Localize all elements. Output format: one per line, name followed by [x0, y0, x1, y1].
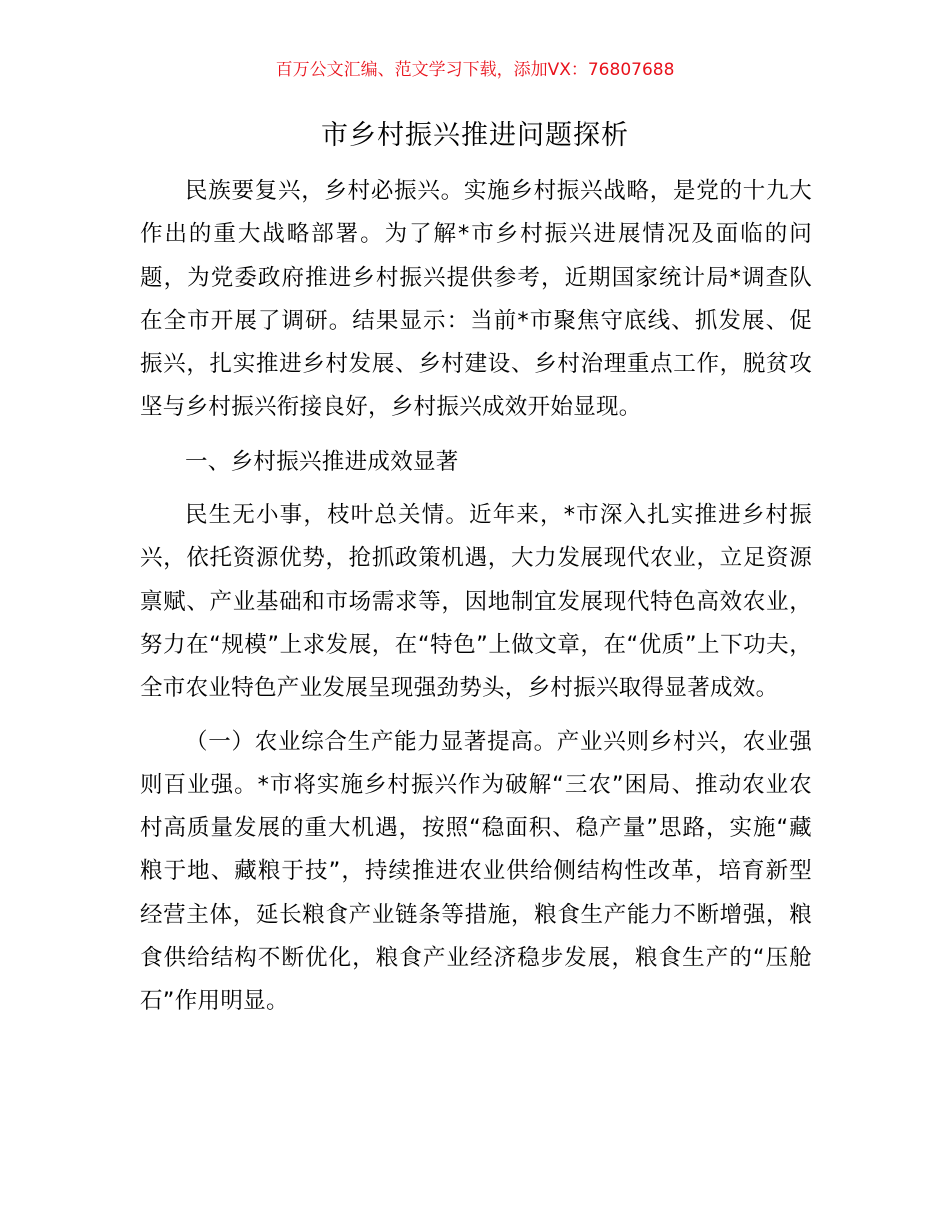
paragraph-intro: 民族要复兴，乡村必振兴。实施乡村振兴战略，是党的十九大作出的重大战略部署。为了解*市乡村振兴进展情况及面临的问题，为党委政府推进乡村振兴提供参考，近期国家统计局*调查队在全市开展了调研。结果显示：当前*市聚焦守底线、抓发展、促振兴，扎实推进乡村发展、乡村建设、乡村治理重点工作，脱贫攻坚与乡村振兴衔接良好，乡村振兴成效开始显现。 — [140, 178, 812, 421]
document-title: 市乡村振兴推进问题探析 — [321, 120, 629, 151]
header-watermark-note: 百万公文汇编、范文学习下载，添加VX：76807688 — [275, 60, 675, 80]
paragraph-subsection-1: （一）农业综合生产能力显著提高。产业兴则乡村兴，农业强则百业强。*市将实施乡村振兴作为破解“三农”困局、推动农业农村高质量发展的重大机遇，按照“稳面积、稳产量”思路，实施“藏粮于地、藏粮于技”，持续推进农业供给侧结构性改革，培育新型经营主体，延长粮食产业链条等措施，粮食生产能力不断增强，粮食供给结构不断优化，粮食产业经济稳步发展，粮食生产的“压舱石”作用明显。 — [140, 728, 812, 1015]
document-body — [140, 170, 812, 1024]
paragraph-section-1: 民生无小事，枝叶总关情。近年来，*市深入扎实推进乡村振兴，依托资源优势，抢抓政策机遇，大力发展现代农业，立足资源禀赋、产业基础和市场需求等，因地制宜发展现代特色高效农业，努力在“规模”上求发展，在“特色”上做文章，在“优质”上下功夫，全市农业特色产业发展呈现强劲势头，乡村振兴取得显著成效。 — [140, 502, 812, 702]
section-heading-1: 一、乡村振兴推进成效显著 — [185, 448, 459, 475]
